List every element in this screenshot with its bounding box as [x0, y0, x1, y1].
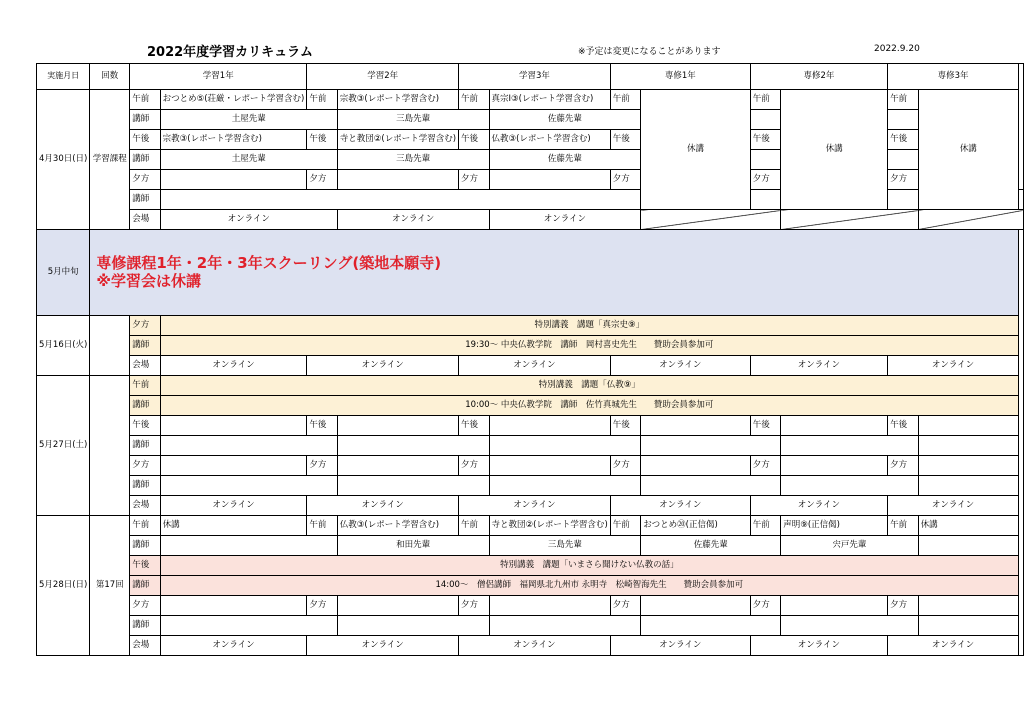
- label-eve: 夕方: [130, 170, 160, 190]
- label-venue: 会場: [130, 496, 160, 516]
- blank-cell: [918, 616, 1018, 636]
- label-pm: 午後: [610, 130, 640, 150]
- blank-cell: [781, 476, 918, 496]
- label-eve: 夕方: [459, 596, 489, 616]
- venue-g2: オンライン: [307, 636, 459, 656]
- header-gakushu-2: 学習2年: [307, 64, 459, 90]
- header-senshu-3: 専修3年: [888, 64, 1019, 90]
- blank-cell: [641, 436, 781, 456]
- label-eve: 夕方: [750, 456, 780, 476]
- blank-cell: [337, 476, 489, 496]
- venue-s2: オンライン: [750, 636, 887, 656]
- s4-date: 5月27日(土): [37, 376, 90, 516]
- venue-g3: オンライン: [459, 496, 611, 516]
- blank-cell: [781, 616, 918, 636]
- s4-round: [90, 376, 130, 516]
- label-pm: 午後: [888, 130, 919, 150]
- blank-cell: [888, 190, 919, 210]
- label-venue: 会場: [130, 636, 160, 656]
- s1-am-g2: 宗教③(レポート学習含む): [337, 90, 458, 110]
- blank-cell: [918, 436, 1018, 456]
- label-pm: 午後: [750, 416, 780, 436]
- header-gakushu-3: 学習3年: [459, 64, 611, 90]
- s5-venue-row: [37, 636, 1024, 656]
- blank-cell: [489, 476, 641, 496]
- label-am: 午前: [750, 516, 780, 536]
- s5-am-row: [37, 516, 1024, 536]
- s4-am-row: [37, 376, 1024, 396]
- label-eve: 夕方: [130, 596, 160, 616]
- s4-pm-teacher-row: [37, 436, 1024, 456]
- blank-cell: [489, 416, 610, 436]
- label-eve: 夕方: [610, 596, 640, 616]
- blank-cell: [781, 416, 888, 436]
- blank-cell: [337, 616, 489, 636]
- label-am: 午前: [307, 90, 337, 110]
- blank-cell: [641, 596, 751, 616]
- s1-pm-teacher-g3: 佐藤先輩: [489, 150, 641, 170]
- label-teacher: 講師: [130, 476, 160, 496]
- blank-cell: [160, 416, 307, 436]
- label-venue: 会場: [130, 210, 160, 230]
- venue-s2: オンライン: [750, 496, 887, 516]
- s1-am-row: [37, 90, 1024, 110]
- venue-s3: オンライン: [888, 356, 1019, 376]
- s1-am-teacher-g3: 佐藤先輩: [489, 110, 641, 130]
- label-am: 午前: [130, 516, 160, 536]
- s5-round: 第17回: [90, 516, 130, 656]
- blank-cell: [160, 536, 337, 556]
- blank-cell: [641, 416, 751, 436]
- venue-g3: オンライン: [459, 636, 611, 656]
- blank-cell: [489, 616, 641, 636]
- label-teacher: 講師: [130, 536, 160, 556]
- label-eve: 夕方: [307, 596, 337, 616]
- label-pm: 午後: [130, 416, 160, 436]
- s5-am-g1: 休講: [160, 516, 307, 536]
- label-pm: 午後: [307, 130, 337, 150]
- diagonal-cell-s1: [641, 210, 781, 230]
- s2-line1: 専修課程1年・2年・3年スクーリング(築地本願寺): [96, 254, 442, 273]
- venue-s3: オンライン: [888, 496, 1019, 516]
- blank-cell: [489, 170, 610, 190]
- s3-teacher: 19:30～ 中央仏教学院 講師 岡村喜史先生 贊助会員参加可: [160, 336, 1018, 356]
- s3-event: 特別講義 講題「真宗史⑨」: [160, 316, 1018, 336]
- blank-cell: [641, 476, 781, 496]
- s5-pm-row: [37, 556, 1024, 576]
- label-teacher: 講師: [130, 396, 160, 416]
- s1-venue-row: [37, 210, 1024, 230]
- label-eve: 夕方: [130, 316, 160, 336]
- s4-teacher: 10:00～ 中央仏教学院 講師 佐竹真城先生 贊助会員参加可: [160, 396, 1018, 416]
- s3-date: 5月16日(火): [37, 316, 90, 376]
- document-date: 2022.9.20: [874, 44, 920, 54]
- label-eve: 夕方: [307, 456, 337, 476]
- blank-cell: [781, 596, 888, 616]
- s1-round: 学習課程: [90, 90, 130, 230]
- venue-s1: オンライン: [610, 496, 750, 516]
- diagonal-cell-s2: [781, 210, 918, 230]
- blank-cell: [160, 616, 337, 636]
- venue-g2: オンライン: [307, 356, 459, 376]
- s2-date: 5月中旬: [37, 230, 90, 316]
- label-eve: 夕方: [750, 170, 780, 190]
- s3-teacher-row: [37, 336, 1024, 356]
- s5-am-teacher-s1: 佐藤先輩: [641, 536, 781, 556]
- label-am: 午前: [888, 90, 919, 110]
- blank-cell: [750, 150, 780, 170]
- diagonal-cell-s3: [918, 210, 1023, 230]
- blank-cell: [918, 476, 1018, 496]
- s2-row: [37, 230, 1024, 316]
- s1-kyukou-s2: 休講: [781, 90, 888, 210]
- s5-event: 特別講義 講題「いまさら聞けない仏教の話」: [160, 556, 1018, 576]
- s1-am-teacher-g2: 三島先輩: [337, 110, 489, 130]
- venue-s2: オンライン: [750, 356, 887, 376]
- label-teacher: 講師: [130, 150, 160, 170]
- label-am: 午前: [750, 90, 780, 110]
- s5-am-teacher-s2: 宍戸先輩: [781, 536, 918, 556]
- label-teacher: 講師: [130, 576, 160, 596]
- label-am: 午前: [610, 516, 640, 536]
- blank-cell: [888, 110, 919, 130]
- label-eve: 夕方: [459, 456, 489, 476]
- blank-cell: [160, 456, 307, 476]
- s1-pm-g2: 寺と教団②(レポート学習含む): [337, 130, 458, 150]
- venue-s1: オンライン: [610, 636, 750, 656]
- s5-date: 5月28日(日): [37, 516, 90, 656]
- s5-am-s3: 休講: [918, 516, 1018, 536]
- label-am: 午前: [130, 376, 160, 396]
- label-pm: 午後: [888, 416, 919, 436]
- label-am: 午前: [130, 90, 160, 110]
- blank-cell: [337, 596, 458, 616]
- blank-cell: [781, 436, 918, 456]
- venue-s1: オンライン: [610, 356, 750, 376]
- blank-cell: [888, 150, 919, 170]
- label-eve: 夕方: [459, 170, 489, 190]
- s2-line2: ※学習会は休講: [96, 271, 201, 290]
- label-teacher: 講師: [130, 190, 160, 210]
- blank-cell: [918, 456, 1018, 476]
- s5-pm-teacher-row: [37, 576, 1024, 596]
- blank-cell: [641, 616, 781, 636]
- label-pm: 午後: [130, 130, 160, 150]
- blank-cell: [1019, 190, 1024, 210]
- label-eve: 夕方: [130, 456, 160, 476]
- blank-cell: [918, 416, 1018, 436]
- label-am: 午前: [888, 516, 919, 536]
- s1-kyukou-s1: 休講: [641, 90, 751, 210]
- s4-venue-row: [37, 496, 1024, 516]
- blank-cell: [337, 456, 458, 476]
- blank-cell: [489, 436, 641, 456]
- label-eve: 夕方: [750, 596, 780, 616]
- blank-cell: [160, 170, 307, 190]
- s1-am-g1: おつとめ⑤(荘厳・レポート学習含む): [160, 90, 307, 110]
- label-eve: 夕方: [888, 170, 919, 190]
- label-teacher: 講師: [130, 436, 160, 456]
- blank-cell: [160, 436, 337, 456]
- s5-am-s2: 声明⑨(正信偈): [781, 516, 888, 536]
- blank-cell: [489, 456, 610, 476]
- s1-date: 4月30日(日): [37, 90, 90, 230]
- label-am: 午前: [459, 90, 489, 110]
- curriculum-table: [36, 63, 1024, 656]
- s1-kyukou-s3: 休講: [918, 90, 1018, 210]
- venue-g1: オンライン: [160, 210, 337, 230]
- s4-pm-row: [37, 416, 1024, 436]
- blank-cell: [160, 596, 307, 616]
- label-eve: 夕方: [307, 170, 337, 190]
- blank-cell: [750, 190, 780, 210]
- s4-event: 特別講義 講題「仏教⑨」: [160, 376, 1018, 396]
- venue-g3: オンライン: [489, 210, 641, 230]
- label-eve: 夕方: [610, 456, 640, 476]
- blank-cell: [160, 190, 641, 210]
- s4-eve-row: [37, 456, 1024, 476]
- s1-pm-g3: 仏教③(レポート学習含む): [489, 130, 610, 150]
- venue-g1: オンライン: [160, 496, 307, 516]
- s3-venue-row: [37, 356, 1024, 376]
- venue-g2: オンライン: [337, 210, 489, 230]
- s1-am-teacher-g1: 土屋先輩: [160, 110, 337, 130]
- blank-cell: [918, 596, 1018, 616]
- venue-g3: オンライン: [459, 356, 611, 376]
- blank-cell: [750, 110, 780, 130]
- venue-g1: オンライン: [160, 636, 307, 656]
- label-pm: 午後: [307, 416, 337, 436]
- s3-round: [90, 316, 130, 376]
- label-am: 午前: [610, 90, 640, 110]
- label-pm: 午後: [750, 130, 780, 150]
- s5-eve-teacher-row: [37, 616, 1024, 636]
- s4-eve-teacher-row: [37, 476, 1024, 496]
- blank-cell: [641, 456, 751, 476]
- s4-am-teacher-row: [37, 396, 1024, 416]
- blank-cell: [337, 170, 458, 190]
- header-senshu-2: 専修2年: [750, 64, 887, 90]
- label-pm: 午後: [459, 416, 489, 436]
- s3-eve-row: [37, 316, 1024, 336]
- s1-pm-teacher-g2: 三島先輩: [337, 150, 489, 170]
- round-col-header: 回数: [90, 64, 130, 90]
- s1-pm-g1: 宗教③(レポート学習含む): [160, 130, 307, 150]
- s5-am-teacher-g3: 三島先輩: [489, 536, 641, 556]
- label-am: 午前: [307, 516, 337, 536]
- page-title: 2022年度学習カリキュラム: [147, 45, 314, 60]
- venue-s3: オンライン: [888, 636, 1019, 656]
- label-teacher: 講師: [130, 336, 160, 356]
- label-pm: 午後: [130, 556, 160, 576]
- s5-am-teacher-g2: 和田先輩: [337, 536, 489, 556]
- blank-cell: [160, 476, 337, 496]
- s5-teacher: 14:00～ 僧侶講師 福岡県北九州市 永明寺 松崎智海先生 贊助会員参加可: [160, 576, 1018, 596]
- label-venue: 会場: [130, 356, 160, 376]
- label-teacher: 講師: [130, 110, 160, 130]
- s1-pm-teacher-g1: 土屋先輩: [160, 150, 337, 170]
- label-am: 午前: [459, 516, 489, 536]
- header-gakushu-1: 学習1年: [130, 64, 307, 90]
- label-pm: 午後: [610, 416, 640, 436]
- label-eve: 夕方: [888, 596, 919, 616]
- label-eve: 夕方: [610, 170, 640, 190]
- label-eve: 夕方: [888, 456, 919, 476]
- s5-am-g3: 寺と教団②(レポート学習含む): [489, 516, 610, 536]
- blank-cell: [489, 596, 610, 616]
- blank-cell: [337, 416, 458, 436]
- header-senshu-1: 専修1年: [610, 64, 750, 90]
- s2-banner: [90, 230, 1019, 316]
- venue-g2: オンライン: [307, 496, 459, 516]
- label-teacher: 講師: [130, 616, 160, 636]
- s5-am-s1: おつとめ⑳(正信偈): [641, 516, 751, 536]
- date-col-header: 実施月日: [37, 64, 90, 90]
- blank-cell: [337, 436, 489, 456]
- header-row: [37, 64, 1024, 90]
- notice-text: ※予定は変更になることがあります: [578, 47, 721, 57]
- blank-cell: [918, 536, 1018, 556]
- s5-am-teacher-row: [37, 536, 1024, 556]
- label-pm: 午後: [459, 130, 489, 150]
- blank-cell: [781, 456, 888, 476]
- venue-g1: オンライン: [160, 356, 307, 376]
- s5-am-g2: 仏教③(レポート学習含む): [337, 516, 458, 536]
- s5-eve-row: [37, 596, 1024, 616]
- s1-am-g3: 真宗Ⅰ③(レポート学習含む): [489, 90, 610, 110]
